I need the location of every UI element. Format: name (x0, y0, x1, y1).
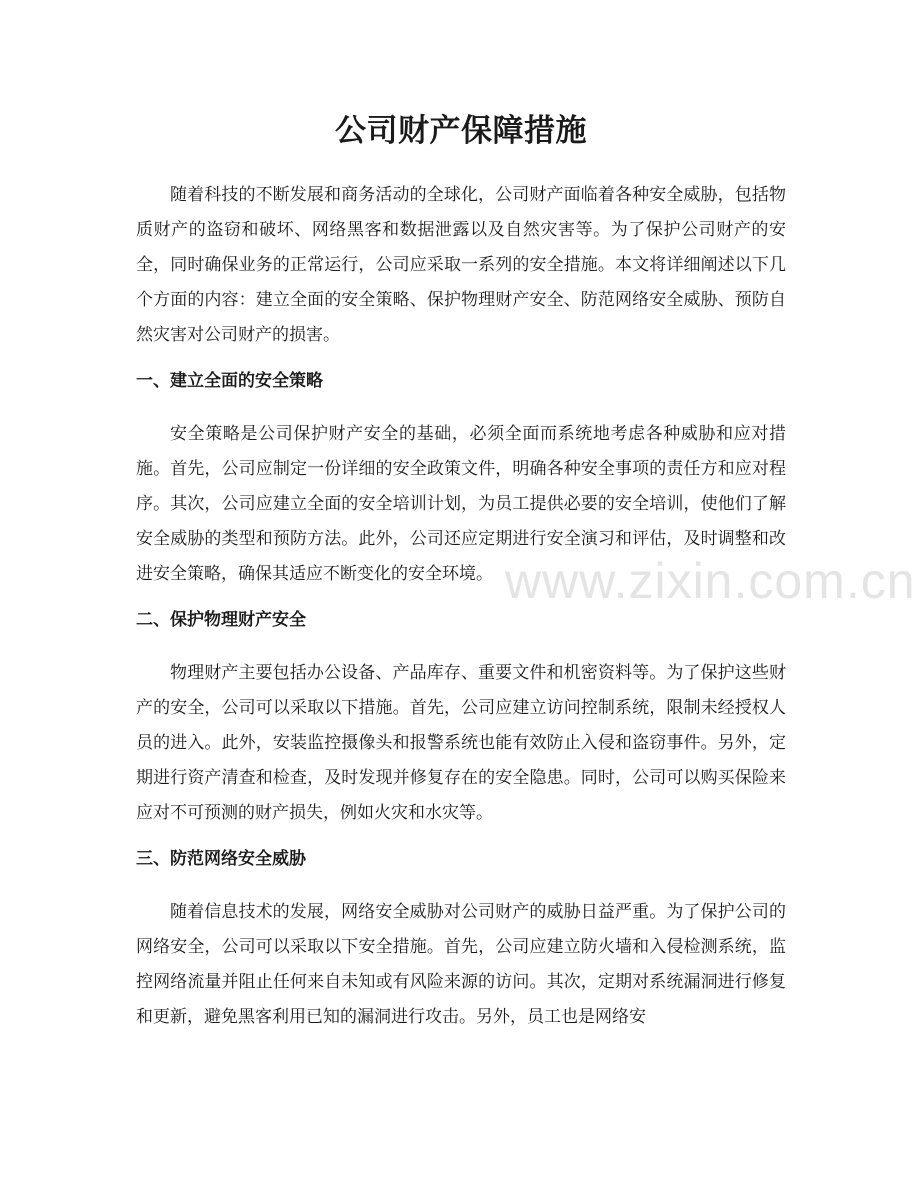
section-heading-3: 三、防范网络安全威胁 (136, 849, 306, 869)
intro-paragraph: 随着科技的不断发展和商务活动的全球化，公司财产面临着各种安全威胁，包括物质财产的盗窃和破坏、网络黑客和数据泄露以及自然灾害等。为了保护公司财产的安全，同时确保业务的正常运行，公司应采取一系列的安全措施。本文将详细阐述以下几个方面的内容：建立全面的安全策略、保护物理财产安全、防范网络安全威胁、预防自然灾害对公司财产的损害。 (136, 185, 786, 345)
section-paragraph-1: 安全策略是公司保护财产安全的基础，必须全面而系统地考虑各种威胁和应对措施。首先，公司应制定一份详细的安全政策文件，明确各种安全事项的责任方和应对程序。其次，公司应建立全面的安全培训计划，为员工提供必要的安全培训，使他们了解安全威胁的类型和预防方法。此外，公司还应定期进行安全演习和评估，及时调整和改进安全策略，确保其适应不断变化的安全环境。 (136, 424, 786, 584)
watermark: www.zixin.com.cn (505, 553, 916, 609)
section-heading-2: 二、保护物理财产安全 (136, 610, 306, 630)
document-title: 公司财产保障措施 (335, 113, 587, 149)
document-content (136, 104, 786, 1035)
section-paragraph-2: 物理财产主要包括办公设备、产品库存、重要文件和机密资料等。为了保护这些财产的安全，公司可以采取以下措施。首先，公司应建立访问控制系统，限制未经授权人员的进入。此外，安装监控摄像头和报警系统也能有效防止入侵和盗窃事件。另外，定期进行资产清查和检查，及时发现并修复存在的安全隐患。同时，公司可以购买保险来应对不可预测的财产损失，例如火灾和水灾等。 (136, 663, 786, 823)
section-heading-1: 一、建立全面的安全策略 (136, 371, 323, 391)
section-paragraph-3: 随着信息技术的发展，网络安全威胁对公司财产的威胁日益严重。为了保护公司的网络安全，公司可以采取以下安全措施。首先，公司应建立防火墙和入侵检测系统，监控网络流量并阻止任何来自未知或有风险来源的访问。其次，定期对系统漏洞进行修复和更新，避免黑客利用已知的漏洞进行攻击。另外，员工也是网络安 (136, 902, 786, 1027)
